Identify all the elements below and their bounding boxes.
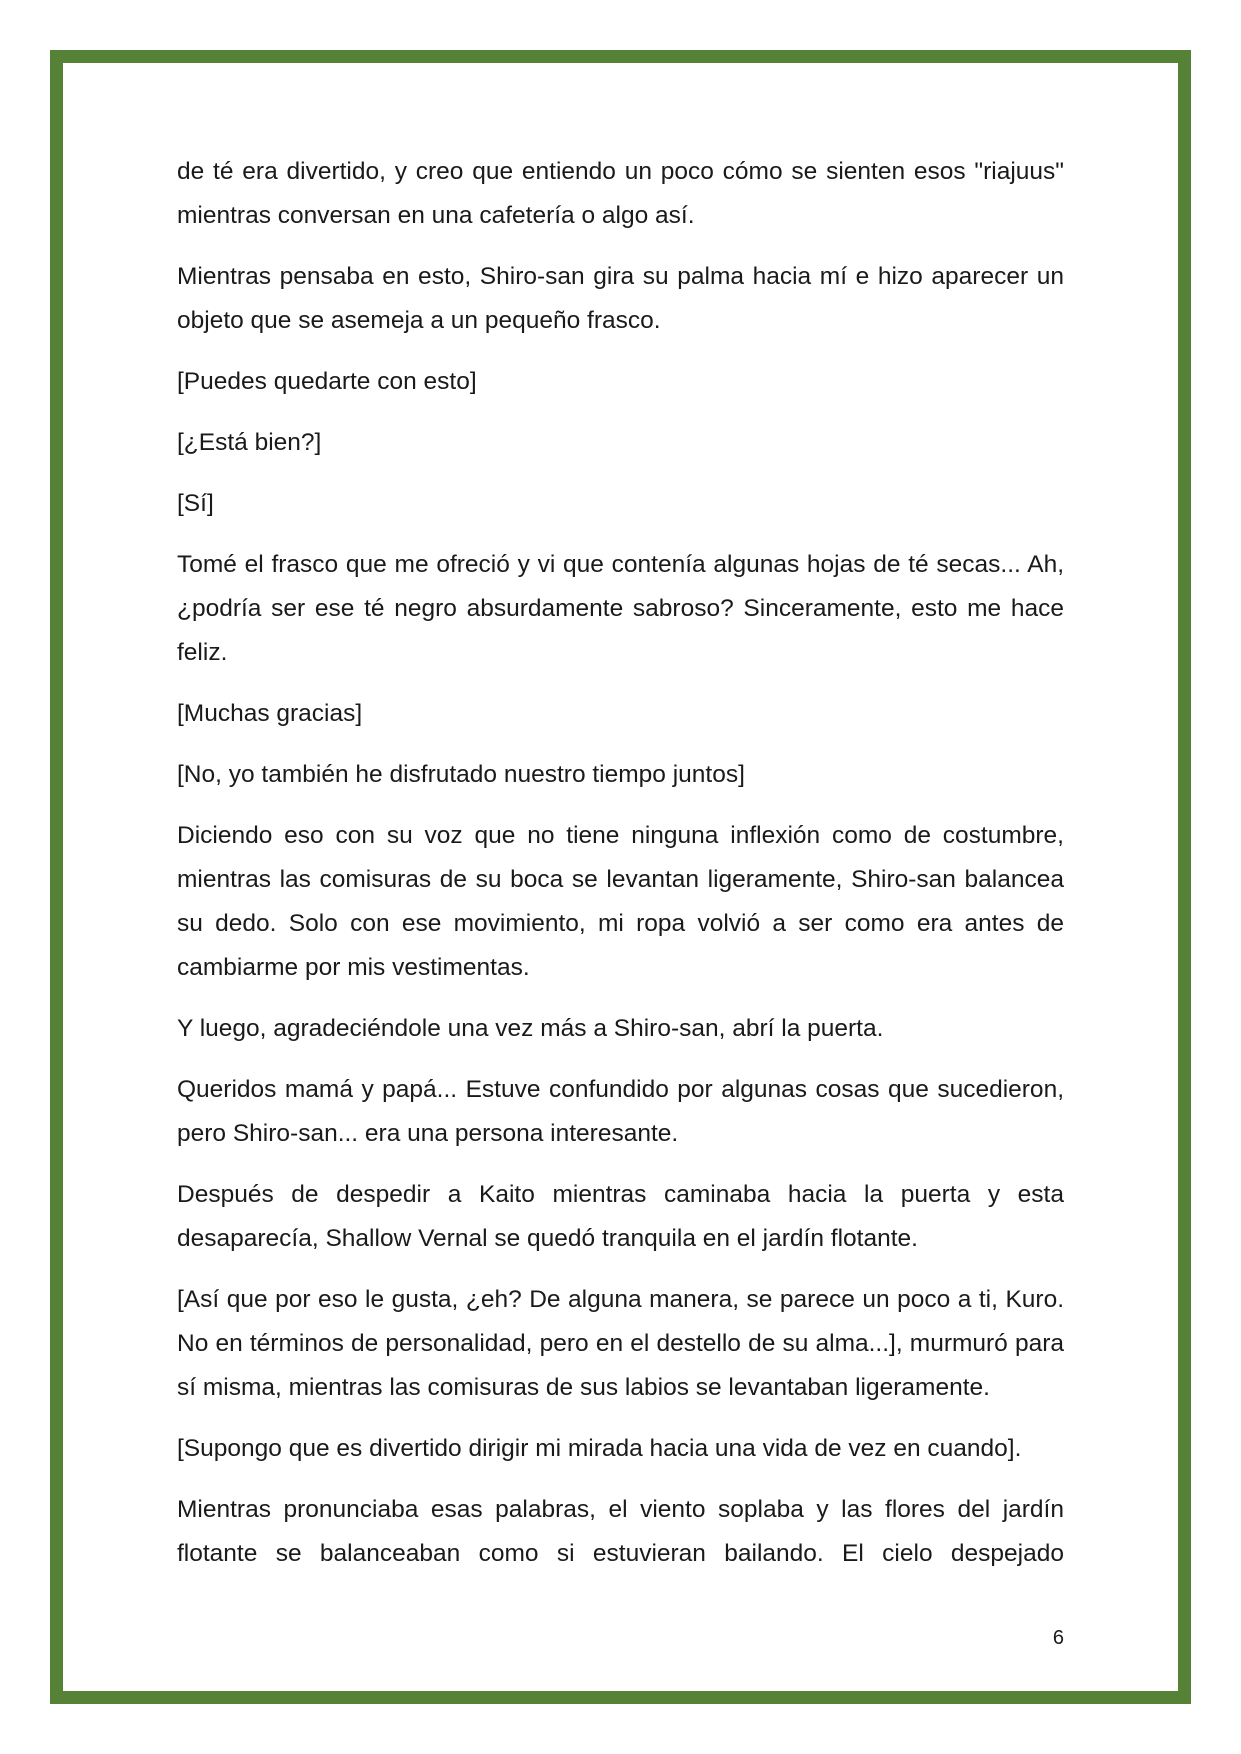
dialogue-line: [Puedes quedarte con esto]	[177, 368, 477, 395]
page-body	[177, 150, 1064, 1593]
dialogue-line: [¿Está bien?]	[177, 429, 322, 456]
paragraph: de té era divertido, y creo que entiendo un poco cómo se sienten esos "riajuus" mientras conversan en una cafetería o algo así.	[177, 158, 1064, 229]
paragraph: Y luego, agradeciéndole una vez más a Shiro-san, abrí la puerta.	[177, 1015, 884, 1042]
page-number: 6	[1052, 1627, 1064, 1649]
dialogue-line: [Supongo que es divertido dirigir mi mirada hacia una vida de vez en cuando].	[177, 1435, 1022, 1462]
dialogue-line: [Sí]	[177, 490, 214, 517]
dialogue-line: [Así que por eso le gusta, ¿eh? De alguna manera, se parece un poco a ti, Kuro. No en términos de personalidad, pero en el destello de su alma...], murmuró para sí misma, mientras las comisuras de sus labios se levantaban ligeramente.	[177, 1286, 1064, 1401]
paragraph: Queridos mamá y papá... Estuve confundido por algunas cosas que sucedieron, pero Shiro-san... era una persona interesante.	[177, 1076, 1064, 1147]
paragraph: Después de despedir a Kaito mientras caminaba hacia la puerta y esta desaparecía, Shallow Vernal se quedó tranquila en el jardín flotante.	[177, 1181, 1064, 1252]
paragraph: Mientras pronunciaba esas palabras, el viento soplaba y las flores del jardín flotante se balanceaban como si estuvieran bailando. El cielo despejado	[177, 1496, 1064, 1567]
dialogue-line: [No, yo también he disfrutado nuestro tiempo juntos]	[177, 761, 745, 788]
paragraph: Mientras pensaba en esto, Shiro-san gira su palma hacia mí e hizo aparecer un objeto que se asemeja a un pequeño frasco.	[177, 263, 1064, 334]
paragraph: Diciendo eso con su voz que no tiene ninguna inflexión como de costumbre, mientras las comisuras de su boca se levantan ligeramente, Shiro-san balancea su dedo. Solo con ese movimiento, mi ropa volvió a ser como era antes de cambiarme por mis vestimentas.	[177, 822, 1064, 981]
paragraph: Tomé el frasco que me ofreció y vi que contenía algunas hojas de té secas... Ah, ¿podría ser ese té negro absurdamente sabroso? Sinceramente, esto me hace feliz.	[177, 551, 1064, 666]
dialogue-line: [Muchas gracias]	[177, 700, 363, 727]
